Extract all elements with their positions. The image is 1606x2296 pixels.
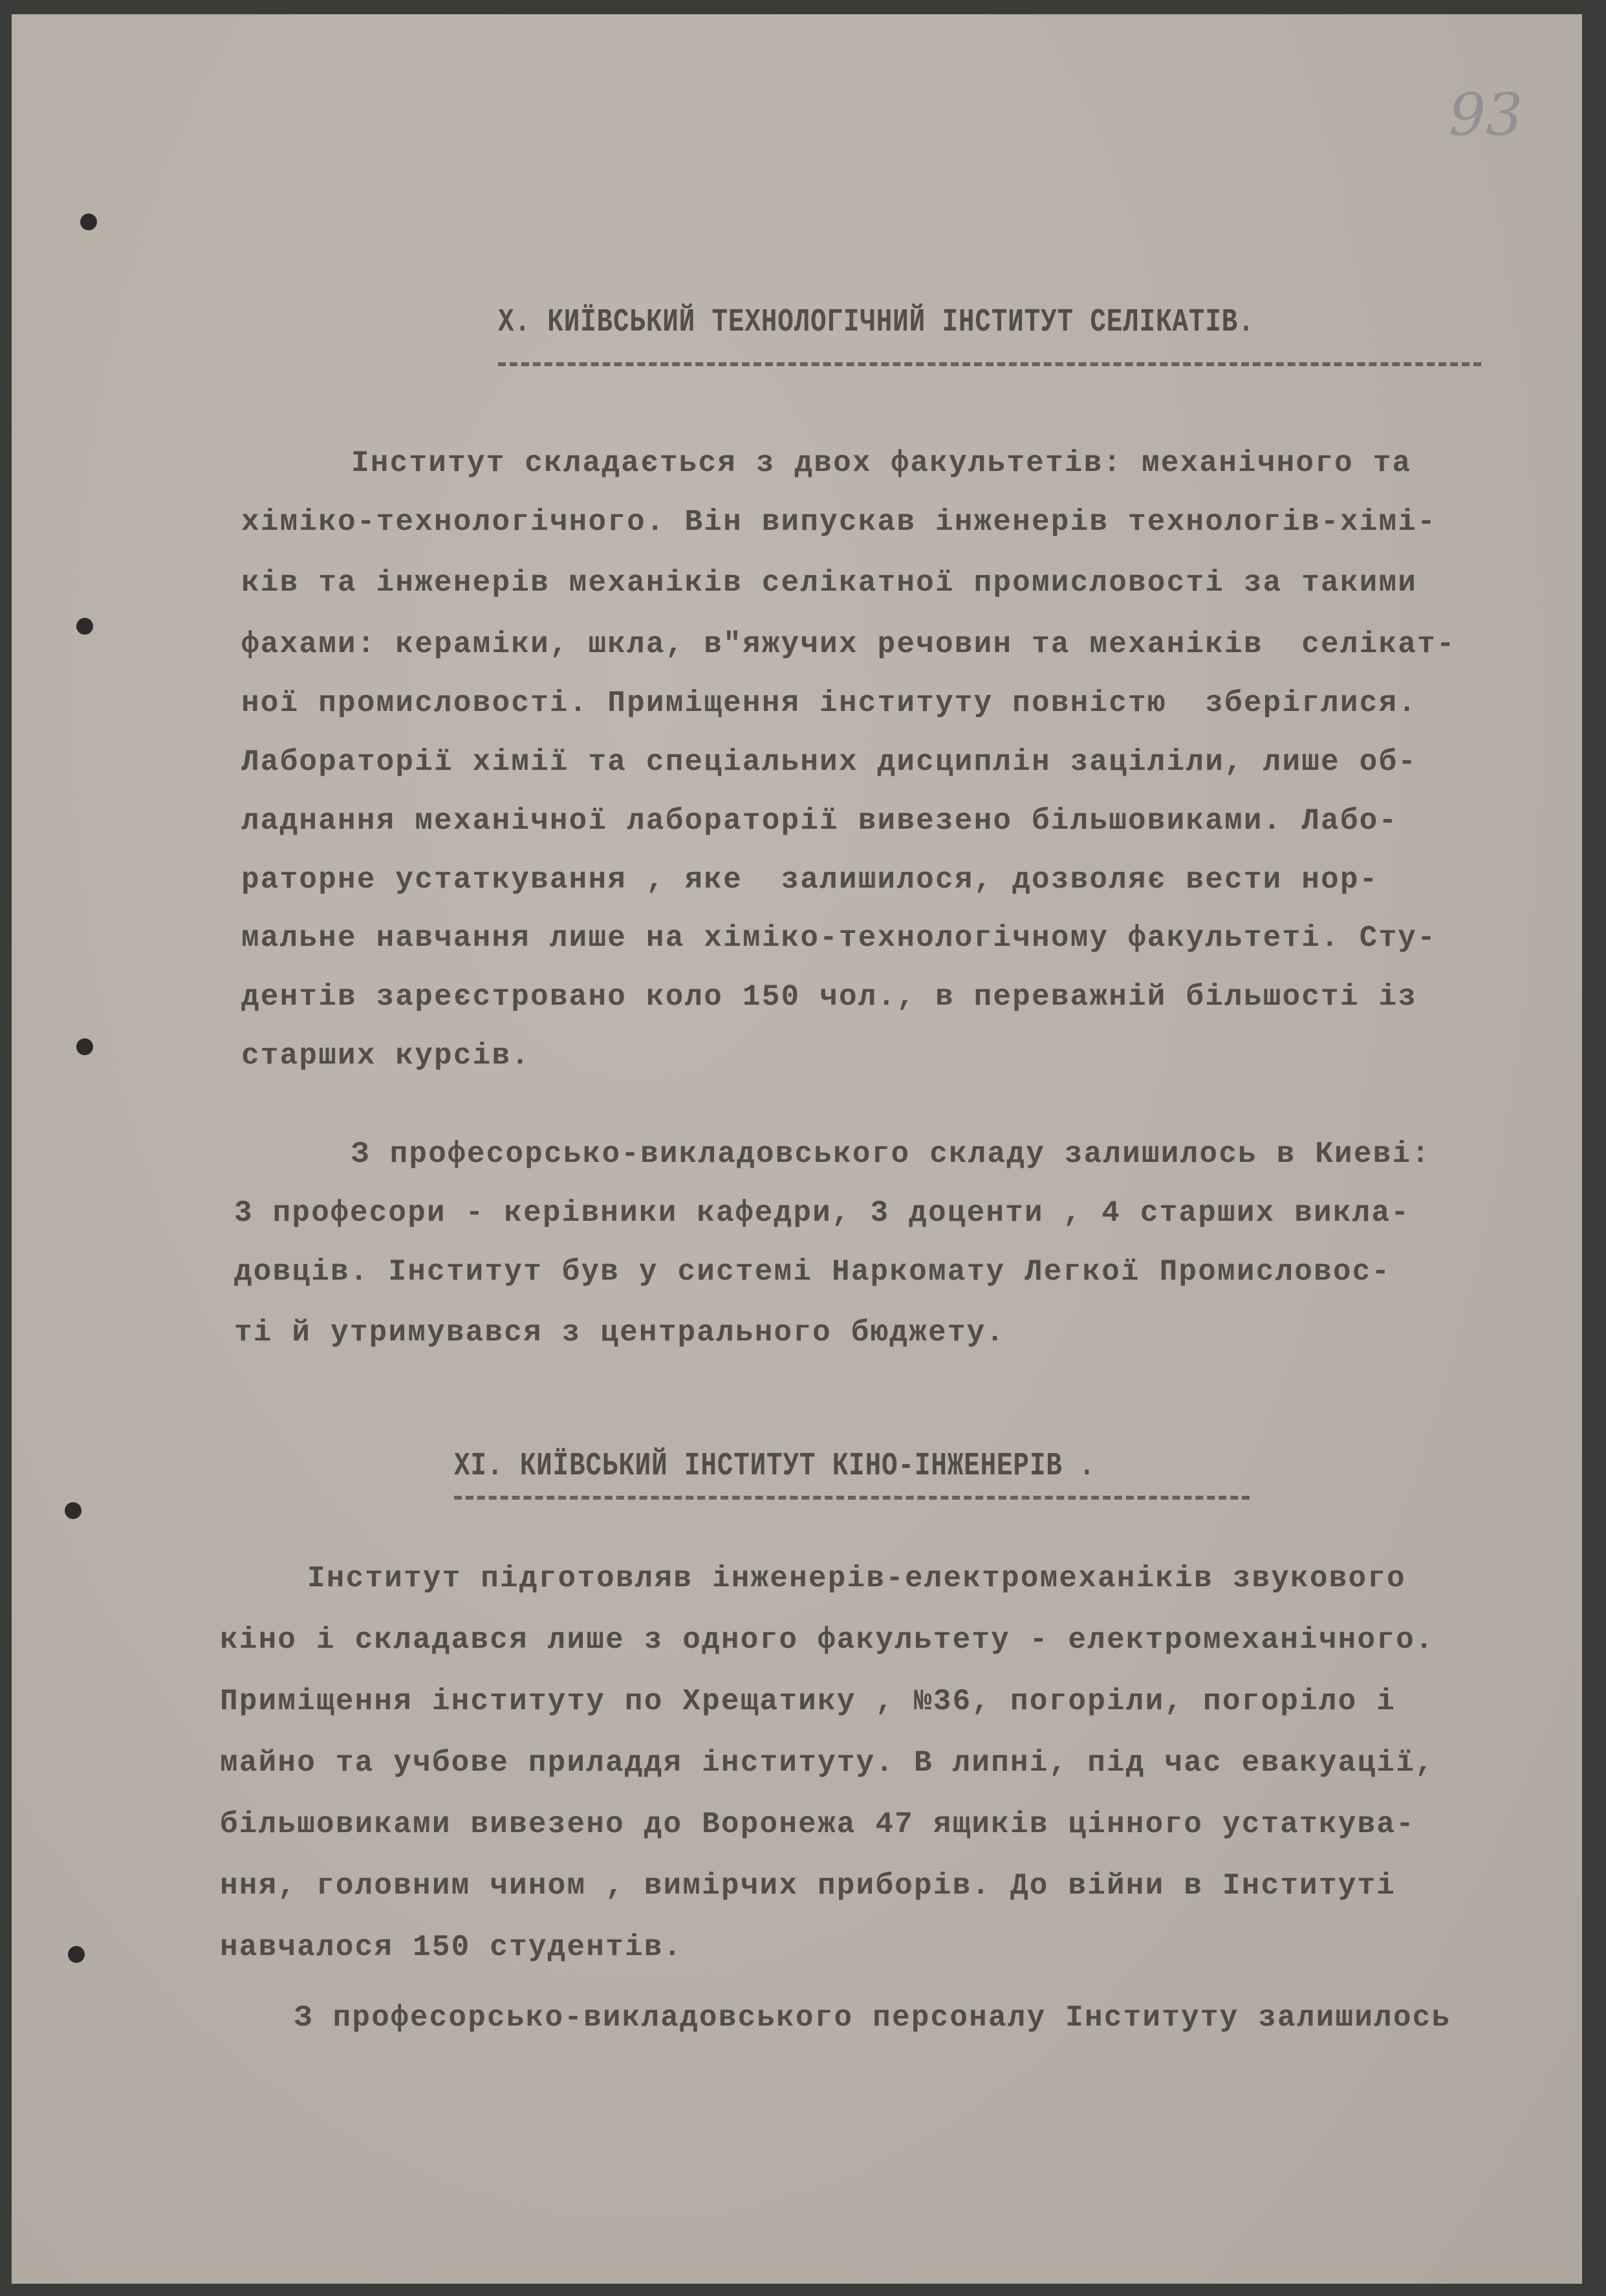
title-underline: [454, 1496, 1250, 1500]
page-number: 93: [1449, 81, 1523, 149]
punch-hole: [76, 618, 93, 635]
text-line: старших курсів.: [241, 1039, 531, 1073]
text-line: кіно і складався лише з одного факультету - електромеханічного.: [220, 1623, 1435, 1657]
text-line: ння, головним чином , вимірчих приборів. До війни в Інституті: [220, 1869, 1396, 1903]
text-line: ті й утримувався з центрального бюджету.: [234, 1316, 1006, 1350]
text-line: Лабораторії хімії та спеціальних дисциплін заціліли, лише об-: [241, 745, 1418, 779]
text-line: більшовиками вивезено до Воронежа 47 ящиків цінного устаткува-: [220, 1808, 1415, 1841]
text-line: ної промисловості. Приміщення інституту повністю зберіглися.: [241, 686, 1418, 720]
text-line: 3 професори - керівники кафедри, 3 доценти , 4 старших викла-: [234, 1196, 1411, 1230]
text-line: навчалося 150 студентів.: [220, 1930, 683, 1964]
punch-hole: [80, 213, 97, 230]
section-title: XI. КИЇВСЬКИЙ ІНСТИТУТ КІНО-ІНЖЕНЕРІВ .: [454, 1448, 1096, 1485]
text-line: З професорсько-викладовського персоналу Інституту залишилось: [294, 2001, 1451, 2035]
text-line: ладнання механічної лабораторії вивезено більшовиками. Лабо-: [241, 804, 1398, 838]
punch-hole: [65, 1502, 81, 1519]
text-line: мальне навчання лише на хіміко-технологічному факультеті. Сту-: [241, 921, 1437, 955]
text-line: З професорсько-викладовського складу залишилось в Киеві:: [351, 1137, 1431, 1171]
text-line: майно та учбове приладдя інституту. В липні, під час евакуації,: [220, 1746, 1435, 1780]
text-line: довців. Інститут був у системі Наркомату Легкої Промисловос-: [234, 1255, 1391, 1289]
text-line: дентів зареєстровано коло 150 чол., в переважній більшості із: [241, 980, 1418, 1014]
punch-hole: [68, 1946, 85, 1963]
text-line: Інститут складається з двох факультетів: механічного та: [351, 446, 1412, 480]
text-line: раторне устаткування , яке залишилося, дозволяє вести нор-: [241, 863, 1379, 897]
title-underline: [498, 362, 1481, 366]
text-line: Інститут підготовляв інженерів-електромеханіків звукового: [307, 1562, 1406, 1595]
text-line: ків та інженерів механіків селікатної промисловості за такими: [241, 566, 1418, 600]
punch-hole: [76, 1038, 93, 1055]
section-title: X. КИЇВСЬКИЙ ТЕХНОЛОГІЧНИЙ ІНСТИТУТ СЕЛІКАТІВ.: [498, 304, 1255, 341]
text-line: фахами: кераміки, шкла, в"яжучих речовин та механіків селікат-: [241, 628, 1456, 661]
text-line: хіміко-технологічного. Він випускав інженерів технологів-хімі-: [241, 505, 1437, 539]
text-line: Приміщення інституту по Хрещатику , №36, погоріли, погоріло і: [220, 1685, 1396, 1718]
